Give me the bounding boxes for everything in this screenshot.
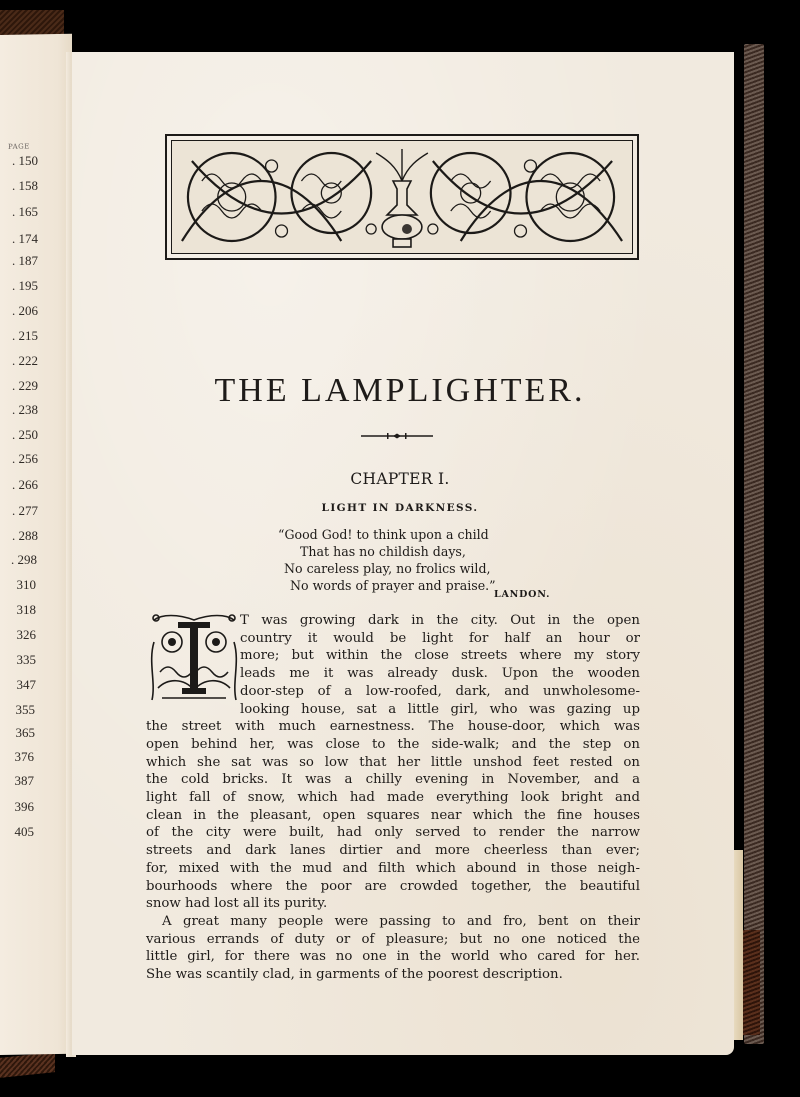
body-line: country it would be light for half an hour or [240, 630, 640, 646]
body-line: various errands of duty or of pleasure; but no one noticed the [146, 931, 640, 947]
toc-page-number: 318 [10, 602, 36, 617]
body-line: light fall of snow, which had made everything look bright and [146, 790, 640, 806]
epigraph-line: No careless play, no frolics wild, [284, 561, 491, 576]
toc-page-number: . 206 [12, 303, 38, 318]
body-line: T was growing dark in the city. Out in the open [240, 613, 640, 628]
body-line: leads me it was already dusk. Upon the wooden [240, 666, 640, 682]
toc-page-number: . 165 [12, 204, 38, 219]
toc-page-number: . 187 [12, 253, 38, 268]
body-line: for, mixed with the mud and filth which abound in those neigh- [146, 860, 640, 876]
book-spine-right [744, 44, 764, 1044]
chapter-body [146, 612, 640, 984]
body-line: clean in the pleasant, open squares near which the fine houses [146, 807, 640, 823]
chapter-subtitle: LIGHT IN DARKNESS. [321, 502, 479, 514]
toc-page-number: 405 [8, 824, 34, 839]
headpiece-ornament-inner [171, 140, 633, 254]
toc-page-number: . 298 [11, 552, 37, 567]
body-line: open behind her, was close to the side-walk; and the step on [146, 736, 640, 752]
toc-page-number: 365 [9, 725, 35, 740]
toc-page-number: . 288 [12, 528, 38, 543]
book-title: THE LAMPLIGHTER. [214, 372, 586, 409]
epigraph-line: “Good God! to think upon a child [278, 527, 489, 542]
toc-page-number: 310 [10, 577, 36, 592]
body-line: A great many people were passing to and fro, bent on their [162, 913, 640, 929]
body-line: She was scantily clad, in garments of the poorest description. [146, 967, 563, 983]
toc-page-number: . 150 [12, 153, 38, 168]
toc-page-number: . 215 [12, 328, 38, 343]
toc-page-number: . 222 [12, 353, 38, 368]
toc-page-number: . 277 [12, 503, 38, 518]
toc-page-number: 396 [8, 799, 34, 814]
epigraph [278, 526, 496, 594]
body-line: little girl, for there was no one in the world who cared for her. [146, 949, 640, 965]
toc-page-number: 387 [8, 773, 34, 788]
body-line: door-step of a low-roofed, dark, and unwholesome- [240, 683, 640, 699]
body-line: streets and dark lanes dirtier and more cheerless than ever; [146, 843, 640, 859]
body-line: the street with much earnestness. The house-door, which was [146, 719, 640, 735]
floral-scroll-icon [172, 141, 632, 253]
title-separator-icon [361, 433, 433, 439]
toc-page-header: PAGE [8, 142, 30, 151]
body-line: looking house, sat a little girl, who was gazing up [240, 701, 640, 717]
toc-page-number: . 174 [12, 231, 38, 246]
epigraph-line: No words of prayer and praise.” [290, 578, 496, 593]
body-line: the cold bricks. It was a chilly evening in November, and a [146, 772, 640, 788]
toc-page-number: . 229 [12, 378, 38, 393]
toc-page-number: . 256 [12, 451, 38, 466]
body-line: of the city were built, had only served to render the narrow [146, 825, 640, 841]
page-edges [733, 850, 743, 1040]
epigraph-author: LANDON. [494, 589, 551, 600]
body-line: which she sat was so low that her little unshod feet rested on [146, 754, 640, 770]
toc-page-number: . 158 [12, 178, 38, 193]
toc-page-number: . 250 [12, 427, 38, 442]
toc-page-number: . 266 [12, 477, 38, 492]
toc-page-number: 347 [10, 677, 36, 692]
body-line: more; but within the close streets where my story [240, 648, 640, 664]
toc-page-number: 355 [9, 702, 35, 717]
toc-page-number: 376 [8, 749, 34, 764]
headpiece-ornament [165, 134, 639, 260]
epigraph-line: That has no childish days, [300, 544, 466, 559]
toc-page-number: 335 [10, 652, 36, 667]
book-cover-bottom-left [0, 1052, 55, 1078]
body-line: snow had lost all its purity. [146, 896, 328, 912]
body-line: bourhoods where the poor are crowded together, the beautiful [146, 878, 640, 894]
toc-page-number: 326 [10, 627, 36, 642]
toc-page-number: . 238 [12, 402, 38, 417]
chapter-title: CHAPTER I. [350, 470, 450, 488]
toc-page-number: . 195 [12, 278, 38, 293]
